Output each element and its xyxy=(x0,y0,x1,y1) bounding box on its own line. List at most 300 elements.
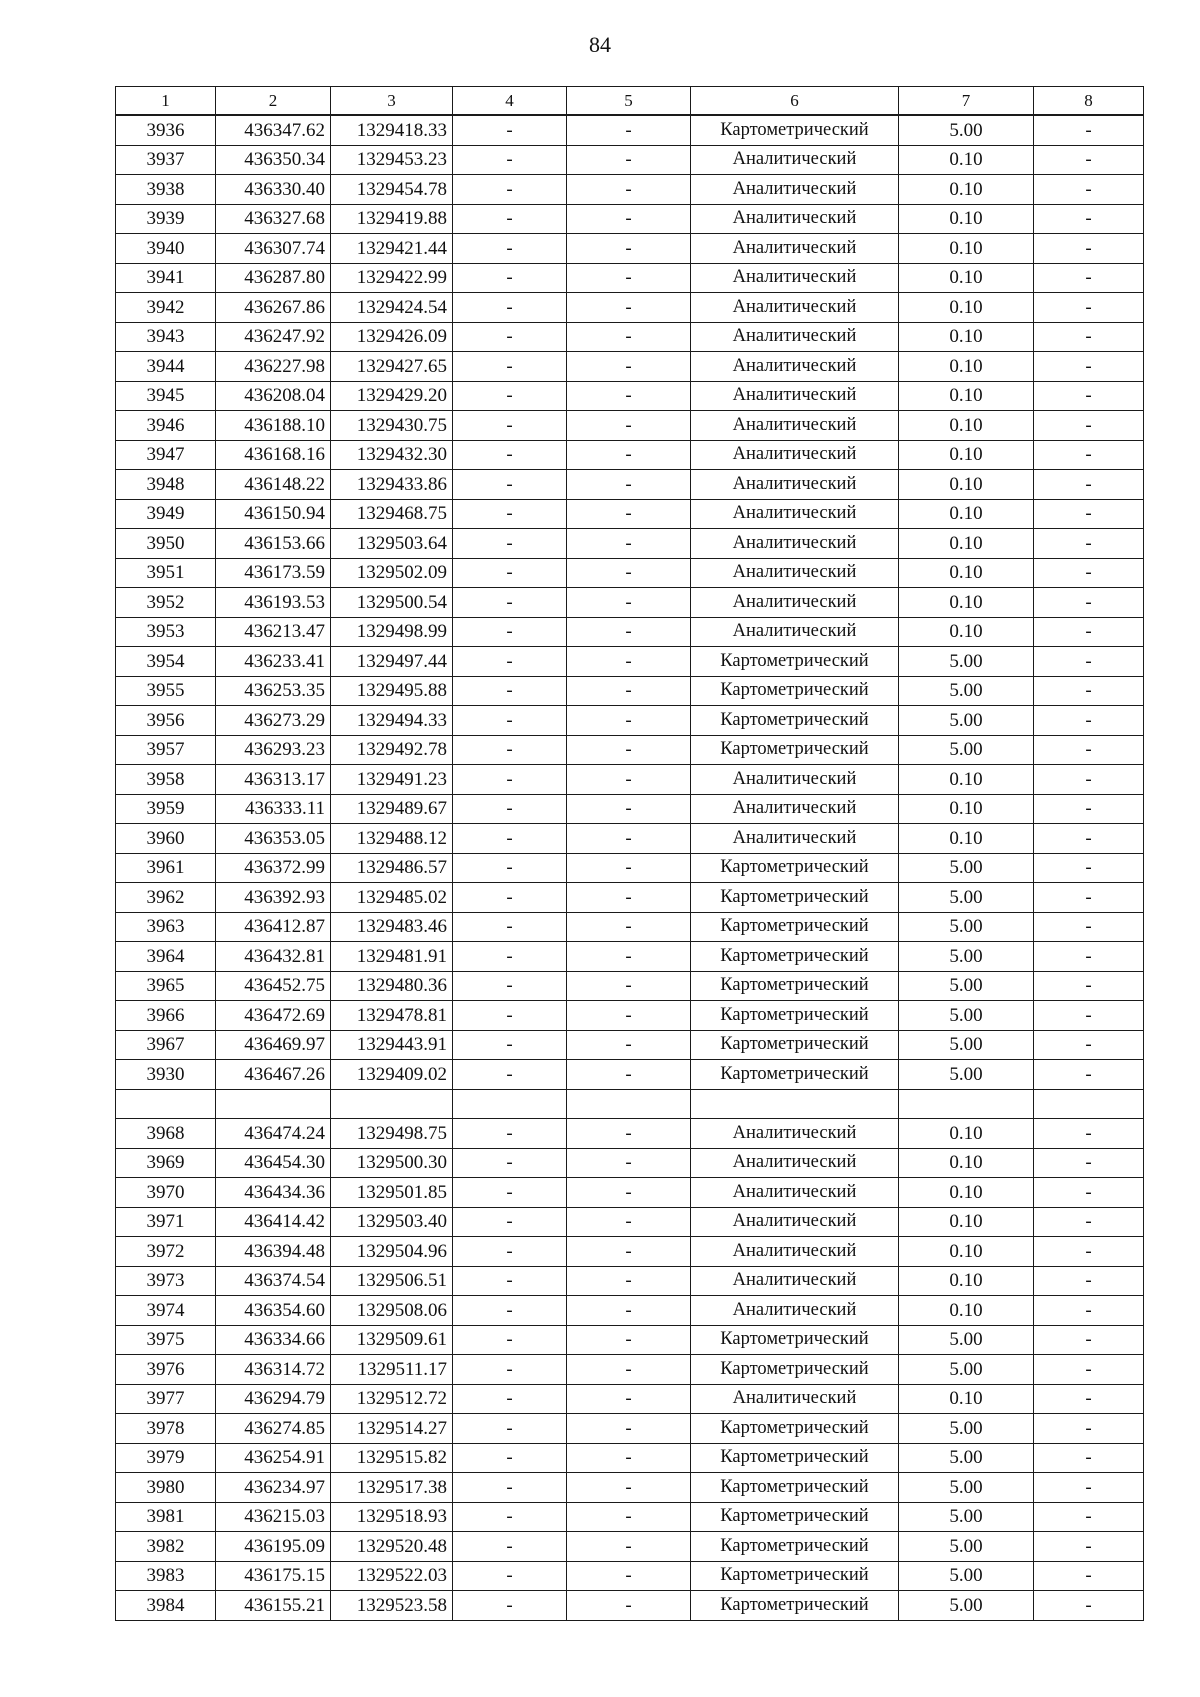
y-coordinate-cell: 1329494.33 xyxy=(331,706,453,736)
column-5-cell: - xyxy=(567,1414,691,1444)
x-coordinate-cell: 436213.47 xyxy=(216,617,331,647)
method-cell: Картометрический xyxy=(691,1443,899,1473)
y-coordinate-cell: 1329500.30 xyxy=(331,1148,453,1178)
accuracy-cell: 5.00 xyxy=(899,1030,1034,1060)
x-coordinate-cell: 436334.66 xyxy=(216,1325,331,1355)
accuracy-cell: 5.00 xyxy=(899,647,1034,677)
point-number-cell: 3965 xyxy=(116,971,216,1001)
method-cell: Картометрический xyxy=(691,853,899,883)
accuracy-cell: 5.00 xyxy=(899,1591,1034,1621)
method-cell: Аналитический xyxy=(691,175,899,205)
column-4-cell: - xyxy=(453,853,567,883)
method-cell: Аналитический xyxy=(691,1148,899,1178)
column-4-cell: - xyxy=(453,883,567,913)
point-number-cell: 3948 xyxy=(116,470,216,500)
method-cell: Картометрический xyxy=(691,1502,899,1532)
table-row xyxy=(116,175,1144,205)
column-8-cell: - xyxy=(1034,1030,1144,1060)
y-coordinate-cell: 1329443.91 xyxy=(331,1030,453,1060)
column-5-cell: - xyxy=(567,1355,691,1385)
table-row xyxy=(116,1532,1144,1562)
x-coordinate-cell: 436293.23 xyxy=(216,735,331,765)
y-coordinate-cell: 1329498.99 xyxy=(331,617,453,647)
accuracy-cell: 5.00 xyxy=(899,853,1034,883)
accuracy-cell: 5.00 xyxy=(899,1502,1034,1532)
x-coordinate-cell: 436469.97 xyxy=(216,1030,331,1060)
column-4-cell: - xyxy=(453,1178,567,1208)
y-coordinate-cell: 1329489.67 xyxy=(331,794,453,824)
table-row xyxy=(116,1030,1144,1060)
method-cell: Картометрический xyxy=(691,1030,899,1060)
column-4-cell: - xyxy=(453,1532,567,1562)
x-coordinate-cell: 436234.97 xyxy=(216,1473,331,1503)
column-4-cell: - xyxy=(453,529,567,559)
y-coordinate-cell: 1329481.91 xyxy=(331,942,453,972)
column-5-cell: - xyxy=(567,1384,691,1414)
accuracy-cell: 0.10 xyxy=(899,558,1034,588)
point-number-cell: 3951 xyxy=(116,558,216,588)
accuracy-cell: 5.00 xyxy=(899,942,1034,972)
y-coordinate-cell: 1329426.09 xyxy=(331,322,453,352)
table-row xyxy=(116,853,1144,883)
column-5-cell: - xyxy=(567,234,691,264)
x-coordinate-cell: 436294.79 xyxy=(216,1384,331,1414)
column-5-cell: - xyxy=(567,1060,691,1090)
column-8-cell: - xyxy=(1034,971,1144,1001)
table-row xyxy=(116,440,1144,470)
point-number-cell: 3959 xyxy=(116,794,216,824)
accuracy-cell xyxy=(899,1089,1034,1119)
table-row xyxy=(116,1561,1144,1591)
column-4-cell: - xyxy=(453,1119,567,1149)
method-cell: Аналитический xyxy=(691,381,899,411)
y-coordinate-cell: 1329430.75 xyxy=(331,411,453,441)
point-number-cell: 3974 xyxy=(116,1296,216,1326)
column-4-cell: - xyxy=(453,204,567,234)
table-row xyxy=(116,1001,1144,1031)
x-coordinate-cell: 436267.86 xyxy=(216,293,331,323)
table-row xyxy=(116,558,1144,588)
y-coordinate-cell: 1329421.44 xyxy=(331,234,453,264)
table-row xyxy=(116,824,1144,854)
column-4-cell: - xyxy=(453,470,567,500)
x-coordinate-cell: 436333.11 xyxy=(216,794,331,824)
accuracy-cell: 0.10 xyxy=(899,263,1034,293)
column-5-cell: - xyxy=(567,647,691,677)
column-8-cell: - xyxy=(1034,1325,1144,1355)
y-coordinate-cell: 1329500.54 xyxy=(331,588,453,618)
table-row xyxy=(116,942,1144,972)
column-4-cell: - xyxy=(453,588,567,618)
accuracy-cell: 5.00 xyxy=(899,971,1034,1001)
accuracy-cell: 0.10 xyxy=(899,175,1034,205)
y-coordinate-cell: 1329454.78 xyxy=(331,175,453,205)
column-5-cell: - xyxy=(567,1119,691,1149)
point-number-cell: 3942 xyxy=(116,293,216,323)
x-coordinate-cell: 436353.05 xyxy=(216,824,331,854)
x-coordinate-cell: 436148.22 xyxy=(216,470,331,500)
column-5-cell: - xyxy=(567,853,691,883)
y-coordinate-cell: 1329497.44 xyxy=(331,647,453,677)
table-header-row xyxy=(116,87,1144,116)
column-4-cell: - xyxy=(453,1060,567,1090)
table-row xyxy=(116,1325,1144,1355)
x-coordinate-cell: 436253.35 xyxy=(216,676,331,706)
y-coordinate-cell xyxy=(331,1089,453,1119)
accuracy-cell: 0.10 xyxy=(899,145,1034,175)
accuracy-cell: 0.10 xyxy=(899,1178,1034,1208)
column-8-cell: - xyxy=(1034,499,1144,529)
accuracy-cell: 0.10 xyxy=(899,293,1034,323)
x-coordinate-cell: 436372.99 xyxy=(216,853,331,883)
column-4-cell: - xyxy=(453,706,567,736)
y-coordinate-cell: 1329429.20 xyxy=(331,381,453,411)
x-coordinate-cell: 436327.68 xyxy=(216,204,331,234)
column-8-cell: - xyxy=(1034,1502,1144,1532)
y-coordinate-cell: 1329488.12 xyxy=(331,824,453,854)
column-5-cell: - xyxy=(567,588,691,618)
accuracy-cell: 0.10 xyxy=(899,381,1034,411)
point-number-cell: 3950 xyxy=(116,529,216,559)
point-number-cell: 3971 xyxy=(116,1207,216,1237)
point-number-cell: 3966 xyxy=(116,1001,216,1031)
accuracy-cell: 5.00 xyxy=(899,1473,1034,1503)
column-5-cell: - xyxy=(567,499,691,529)
method-cell: Аналитический xyxy=(691,765,899,795)
y-coordinate-cell: 1329518.93 xyxy=(331,1502,453,1532)
table-row xyxy=(116,1119,1144,1149)
table-row xyxy=(116,293,1144,323)
x-coordinate-cell: 436188.10 xyxy=(216,411,331,441)
page-number: 84 xyxy=(589,32,611,57)
column-8-cell: - xyxy=(1034,617,1144,647)
x-coordinate-cell: 436374.54 xyxy=(216,1266,331,1296)
point-number-cell: 3953 xyxy=(116,617,216,647)
column-4-cell: - xyxy=(453,263,567,293)
accuracy-cell: 5.00 xyxy=(899,912,1034,942)
table-row xyxy=(116,1502,1144,1532)
column-8-cell xyxy=(1034,1089,1144,1119)
accuracy-cell: 0.10 xyxy=(899,440,1034,470)
column-header-6: 6 xyxy=(691,87,899,116)
column-4-cell: - xyxy=(453,1384,567,1414)
y-coordinate-cell: 1329478.81 xyxy=(331,1001,453,1031)
method-cell: Картометрический xyxy=(691,706,899,736)
accuracy-cell: 0.10 xyxy=(899,824,1034,854)
column-8-cell: - xyxy=(1034,1355,1144,1385)
column-5-cell: - xyxy=(567,617,691,647)
table-row xyxy=(116,588,1144,618)
table-body xyxy=(116,115,1144,1620)
x-coordinate-cell xyxy=(216,1089,331,1119)
table-row xyxy=(116,735,1144,765)
table-row xyxy=(116,1591,1144,1621)
y-coordinate-cell: 1329523.58 xyxy=(331,1591,453,1621)
column-4-cell: - xyxy=(453,1355,567,1385)
y-coordinate-cell: 1329503.64 xyxy=(331,529,453,559)
column-4-cell: - xyxy=(453,1561,567,1591)
point-number-cell: 3981 xyxy=(116,1502,216,1532)
method-cell: Аналитический xyxy=(691,1384,899,1414)
table-row xyxy=(116,1473,1144,1503)
method-cell: Аналитический xyxy=(691,824,899,854)
point-number-cell: 3970 xyxy=(116,1178,216,1208)
point-number-cell: 3963 xyxy=(116,912,216,942)
point-number-cell: 3944 xyxy=(116,352,216,382)
accuracy-cell: 5.00 xyxy=(899,115,1034,145)
column-5-cell: - xyxy=(567,912,691,942)
y-coordinate-cell: 1329509.61 xyxy=(331,1325,453,1355)
method-cell: Аналитический xyxy=(691,1237,899,1267)
y-coordinate-cell: 1329409.02 xyxy=(331,1060,453,1090)
column-8-cell: - xyxy=(1034,529,1144,559)
column-5-cell: - xyxy=(567,1561,691,1591)
method-cell: Картометрический xyxy=(691,1591,899,1621)
accuracy-cell: 0.10 xyxy=(899,765,1034,795)
method-cell: Картометрический xyxy=(691,942,899,972)
accuracy-cell: 5.00 xyxy=(899,1414,1034,1444)
column-4-cell: - xyxy=(453,794,567,824)
y-coordinate-cell: 1329498.75 xyxy=(331,1119,453,1149)
x-coordinate-cell: 436273.29 xyxy=(216,706,331,736)
column-5-cell xyxy=(567,1089,691,1119)
column-4-cell: - xyxy=(453,647,567,677)
accuracy-cell: 5.00 xyxy=(899,1532,1034,1562)
column-8-cell: - xyxy=(1034,912,1144,942)
x-coordinate-cell: 436150.94 xyxy=(216,499,331,529)
column-5-cell: - xyxy=(567,470,691,500)
table-row xyxy=(116,322,1144,352)
point-number-cell: 3964 xyxy=(116,942,216,972)
method-cell: Аналитический xyxy=(691,1207,899,1237)
column-5-cell: - xyxy=(567,883,691,913)
column-8-cell: - xyxy=(1034,883,1144,913)
column-4-cell: - xyxy=(453,912,567,942)
column-4-cell: - xyxy=(453,293,567,323)
point-number-cell: 3949 xyxy=(116,499,216,529)
method-cell: Аналитический xyxy=(691,263,899,293)
column-5-cell: - xyxy=(567,1473,691,1503)
y-coordinate-cell: 1329501.85 xyxy=(331,1178,453,1208)
column-5-cell: - xyxy=(567,1502,691,1532)
column-8-cell: - xyxy=(1034,263,1144,293)
method-cell: Аналитический xyxy=(691,617,899,647)
x-coordinate-cell: 436274.85 xyxy=(216,1414,331,1444)
accuracy-cell: 0.10 xyxy=(899,588,1034,618)
y-coordinate-cell: 1329422.99 xyxy=(331,263,453,293)
accuracy-cell: 0.10 xyxy=(899,794,1034,824)
column-5-cell: - xyxy=(567,1443,691,1473)
accuracy-cell: 5.00 xyxy=(899,706,1034,736)
column-5-cell: - xyxy=(567,1030,691,1060)
column-8-cell: - xyxy=(1034,1561,1144,1591)
accuracy-cell: 5.00 xyxy=(899,1001,1034,1031)
method-cell: Аналитический xyxy=(691,1178,899,1208)
column-4-cell: - xyxy=(453,1296,567,1326)
column-8-cell: - xyxy=(1034,706,1144,736)
table-row xyxy=(116,1414,1144,1444)
y-coordinate-cell: 1329418.33 xyxy=(331,115,453,145)
point-number-cell: 3937 xyxy=(116,145,216,175)
column-4-cell: - xyxy=(453,1325,567,1355)
column-8-cell: - xyxy=(1034,322,1144,352)
column-8-cell: - xyxy=(1034,824,1144,854)
accuracy-cell: 0.10 xyxy=(899,352,1034,382)
method-cell: Картометрический xyxy=(691,1414,899,1444)
point-number-cell: 3976 xyxy=(116,1355,216,1385)
y-coordinate-cell: 1329480.36 xyxy=(331,971,453,1001)
method-cell: Картометрический xyxy=(691,883,899,913)
column-8-cell: - xyxy=(1034,1060,1144,1090)
y-coordinate-cell: 1329485.02 xyxy=(331,883,453,913)
column-5-cell: - xyxy=(567,676,691,706)
point-number-cell: 3960 xyxy=(116,824,216,854)
column-8-cell: - xyxy=(1034,794,1144,824)
method-cell: Аналитический xyxy=(691,204,899,234)
column-8-cell: - xyxy=(1034,175,1144,205)
x-coordinate-cell: 436168.16 xyxy=(216,440,331,470)
y-coordinate-cell: 1329514.27 xyxy=(331,1414,453,1444)
column-5-cell: - xyxy=(567,942,691,972)
point-number-cell: 3984 xyxy=(116,1591,216,1621)
column-header-1: 1 xyxy=(116,87,216,116)
table-row xyxy=(116,529,1144,559)
x-coordinate-cell: 436195.09 xyxy=(216,1532,331,1562)
point-number-cell: 3941 xyxy=(116,263,216,293)
column-8-cell: - xyxy=(1034,440,1144,470)
column-8-cell: - xyxy=(1034,1119,1144,1149)
column-5-cell: - xyxy=(567,263,691,293)
method-cell: Картометрический xyxy=(691,1325,899,1355)
point-number-cell: 3956 xyxy=(116,706,216,736)
table-row xyxy=(116,411,1144,441)
y-coordinate-cell: 1329495.88 xyxy=(331,676,453,706)
point-number-cell: 3939 xyxy=(116,204,216,234)
column-8-cell: - xyxy=(1034,411,1144,441)
x-coordinate-cell: 436175.15 xyxy=(216,1561,331,1591)
column-4-cell: - xyxy=(453,765,567,795)
column-5-cell: - xyxy=(567,352,691,382)
column-4-cell xyxy=(453,1089,567,1119)
y-coordinate-cell: 1329502.09 xyxy=(331,558,453,588)
column-8-cell: - xyxy=(1034,853,1144,883)
accuracy-cell: 0.10 xyxy=(899,1207,1034,1237)
table-row xyxy=(116,794,1144,824)
point-number-cell: 3961 xyxy=(116,853,216,883)
method-cell: Аналитический xyxy=(691,411,899,441)
point-number-cell: 3940 xyxy=(116,234,216,264)
point-number-cell: 3973 xyxy=(116,1266,216,1296)
method-cell: Картометрический xyxy=(691,912,899,942)
y-coordinate-cell: 1329432.30 xyxy=(331,440,453,470)
column-8-cell: - xyxy=(1034,1237,1144,1267)
table-row xyxy=(116,647,1144,677)
y-coordinate-cell: 1329419.88 xyxy=(331,204,453,234)
column-5-cell: - xyxy=(567,1237,691,1267)
column-4-cell: - xyxy=(453,1266,567,1296)
x-coordinate-cell: 436153.66 xyxy=(216,529,331,559)
accuracy-cell: 0.10 xyxy=(899,1119,1034,1149)
method-cell: Аналитический xyxy=(691,1266,899,1296)
x-coordinate-cell: 436193.53 xyxy=(216,588,331,618)
column-8-cell: - xyxy=(1034,1443,1144,1473)
y-coordinate-cell: 1329522.03 xyxy=(331,1561,453,1591)
accuracy-cell: 0.10 xyxy=(899,411,1034,441)
y-coordinate-cell: 1329492.78 xyxy=(331,735,453,765)
table-row xyxy=(116,145,1144,175)
accuracy-cell: 5.00 xyxy=(899,883,1034,913)
table-row xyxy=(116,676,1144,706)
method-cell: Аналитический xyxy=(691,440,899,470)
column-8-cell: - xyxy=(1034,735,1144,765)
accuracy-cell: 5.00 xyxy=(899,1060,1034,1090)
column-header-4: 4 xyxy=(453,87,567,116)
y-coordinate-cell: 1329515.82 xyxy=(331,1443,453,1473)
column-8-cell: - xyxy=(1034,942,1144,972)
table-row xyxy=(116,765,1144,795)
x-coordinate-cell: 436412.87 xyxy=(216,912,331,942)
column-4-cell: - xyxy=(453,1591,567,1621)
column-4-cell: - xyxy=(453,115,567,145)
column-4-cell: - xyxy=(453,175,567,205)
y-coordinate-cell: 1329520.48 xyxy=(331,1532,453,1562)
table-row xyxy=(116,1296,1144,1326)
column-5-cell: - xyxy=(567,1296,691,1326)
column-5-cell: - xyxy=(567,971,691,1001)
method-cell: Картометрический xyxy=(691,1060,899,1090)
column-8-cell: - xyxy=(1034,381,1144,411)
method-cell xyxy=(691,1089,899,1119)
point-number-cell xyxy=(116,1089,216,1119)
table-row xyxy=(116,115,1144,145)
column-5-cell: - xyxy=(567,115,691,145)
method-cell: Аналитический xyxy=(691,234,899,264)
point-number-cell: 3978 xyxy=(116,1414,216,1444)
column-4-cell: - xyxy=(453,942,567,972)
column-8-cell: - xyxy=(1034,204,1144,234)
method-cell: Аналитический xyxy=(691,588,899,618)
column-5-cell: - xyxy=(567,175,691,205)
column-8-cell: - xyxy=(1034,470,1144,500)
x-coordinate-cell: 436155.21 xyxy=(216,1591,331,1621)
column-8-cell: - xyxy=(1034,234,1144,264)
column-4-cell: - xyxy=(453,1502,567,1532)
coordinates-table xyxy=(115,86,1144,1621)
table-row xyxy=(116,263,1144,293)
column-4-cell: - xyxy=(453,617,567,647)
method-cell: Аналитический xyxy=(691,1296,899,1326)
accuracy-cell: 0.10 xyxy=(899,470,1034,500)
column-5-cell: - xyxy=(567,529,691,559)
method-cell: Картометрический xyxy=(691,647,899,677)
point-number-cell: 3955 xyxy=(116,676,216,706)
method-cell: Картометрический xyxy=(691,1561,899,1591)
x-coordinate-cell: 436392.93 xyxy=(216,883,331,913)
x-coordinate-cell: 436287.80 xyxy=(216,263,331,293)
point-number-cell: 3969 xyxy=(116,1148,216,1178)
column-8-cell: - xyxy=(1034,352,1144,382)
column-8-cell: - xyxy=(1034,1384,1144,1414)
column-5-cell: - xyxy=(567,293,691,323)
method-cell: Картометрический xyxy=(691,115,899,145)
table-row xyxy=(116,470,1144,500)
point-number-cell: 3954 xyxy=(116,647,216,677)
column-4-cell: - xyxy=(453,1473,567,1503)
table-row xyxy=(116,617,1144,647)
y-coordinate-cell: 1329427.65 xyxy=(331,352,453,382)
table-row xyxy=(116,1207,1144,1237)
column-5-cell: - xyxy=(567,558,691,588)
